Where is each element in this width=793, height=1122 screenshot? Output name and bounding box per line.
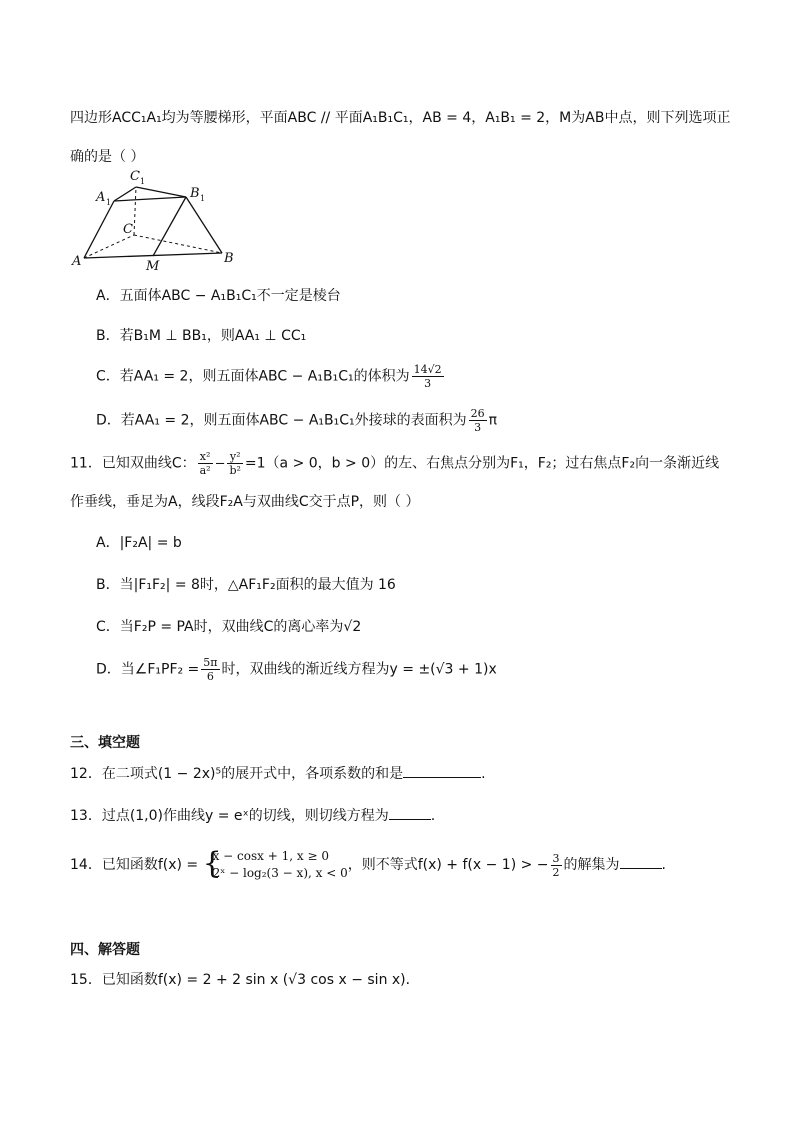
q14-text-end: 的解集为 [563,857,620,873]
q10-option-c-text: C．若AA₁ = 2，则五面体ABC − A₁B₁C₁的体积为 [96,368,410,385]
q10-option-d [96,407,497,434]
q14 [70,845,666,885]
label-C1-sub: 1 [140,177,146,186]
piecewise-row-2: 2ˣ − log₂(3 − x), x < 0 [212,866,348,880]
q10-option-d-fraction [469,407,487,434]
q10-option-b: B．若B₁M ⊥ BB₁，则AA₁ ⊥ CC₁ [96,328,307,344]
q11-minus: − [214,456,226,472]
label-A1-sub: 1 [106,198,112,207]
q10-option-c-fraction [412,363,444,390]
fraction-numerator: 5π [203,656,218,669]
q14-period: . [661,857,666,873]
q14-text-start: 14．已知函数f(x) = [70,857,199,873]
fraction-numerator: y² [227,450,242,464]
q11-fraction-x [198,450,213,477]
fraction-denominator: 3 [424,377,432,390]
edge-C1B1 [136,187,186,197]
q14-fraction [551,852,562,879]
pentahedron-figure [70,165,245,275]
q13-period: . [430,808,436,824]
label-C: C [123,222,133,237]
label-B1: B [190,186,200,201]
edge-A1B1 [114,197,186,201]
section-answer-title: 四、解答题 [70,942,140,958]
q11-fraction-y [227,450,242,477]
label-C1: C [130,169,140,184]
edge-CC1-hidden [134,187,136,235]
q13-text: 13．过点(1,0)作曲线y = eˣ的切线，则切线方程为 [70,808,389,824]
edge-B1B [186,197,222,253]
q10-option-d-text: D．若AA₁ = 2，则五面体ABC − A₁B₁C₁外接球的表面积为 [96,412,467,429]
fraction-denominator: a² [199,464,211,477]
q13 [70,805,435,826]
q12-answer-blank[interactable] [403,763,481,778]
edge-CB-hidden [134,235,222,253]
q11-stem-start: 11．已知双曲线C： [70,455,196,472]
fraction-numerator: 3 [552,851,560,865]
label-A: A [72,254,82,269]
fraction-numerator: 26 [470,407,485,420]
q11-stem-line1 [70,450,719,477]
q11-option-d-fraction [201,656,219,683]
fraction-numerator: x² [198,450,213,464]
piecewise-row-1: x − cosx + 1, x ≥ 0 [212,849,329,863]
q10-stem-line2: 确的是（ ） [70,149,145,165]
fraction-numerator: 14√2 [413,363,442,376]
q11-option-d-text: D．当∠F₁PF₂ = [96,661,200,678]
q11-option-d [96,656,497,683]
q12-period: . [481,766,486,782]
q14-piecewise [203,848,348,882]
q10-option-c [96,363,446,390]
fraction-denominator: 6 [206,670,214,683]
label-B: B [224,251,234,266]
label-A1: A [96,190,106,205]
q11-stem-line2: 作垂线，垂足为A，线段F₂A与双曲线C交于点P，则（ ） [70,494,420,510]
q11-option-b: B．当|F₁F₂| = 8时，△AF₁F₂面积的最大值为 16 [96,577,396,593]
brace-icon: { [202,846,222,881]
q13-answer-blank[interactable] [389,805,431,820]
q14-text-mid: ，则不等式f(x) + f(x − 1) > − [347,857,549,873]
edge-AC-hidden [84,235,134,258]
q15: 15．已知函数f(x) = 2 + 2 sin x (√3 cos x − sin x)． [70,972,420,988]
q11-option-d-rest: 时，双曲线的渐近线方程为y = ±(√3 + 1)x [221,661,497,678]
q10-option-d-pi: π [488,412,498,429]
fraction-denominator: 2 [552,865,560,879]
q11-stem-rest: =1（a > 0，b > 0）的左、右焦点分别为F₁，F₂；过右焦点F₂向一条渐近线 [244,455,720,472]
edge-AA1 [84,201,114,258]
fraction-denominator: 3 [474,421,482,434]
section-fill-in-title: 三、填空题 [70,735,140,751]
fraction-denominator: b² [229,464,241,477]
label-B1-sub: 1 [200,194,206,203]
edge-A1C1 [114,187,136,201]
q11-option-a: A．|F₂A| = b [96,535,182,551]
q14-answer-blank[interactable] [620,854,662,869]
q12-text: 12．在二项式(1 − 2x)⁵的展开式中，各项系数的和是 [70,766,404,782]
label-M: M [146,259,160,274]
q12 [70,763,486,784]
q10-option-a: A．五面体ABC − A₁B₁C₁不一定是棱台 [96,288,341,304]
q11-option-c: C．当F₂P = PA时，双曲线C的离心率为√2 [96,619,362,635]
edge-B1M [153,197,186,256]
q10-stem-line1: 四边形ACC₁A₁均为等腰梯形，平面ABC // 平面A₁B₁C₁，AB = 4，A₁B₁ = 2，M为AB中点，则下列选项正 [70,110,731,126]
